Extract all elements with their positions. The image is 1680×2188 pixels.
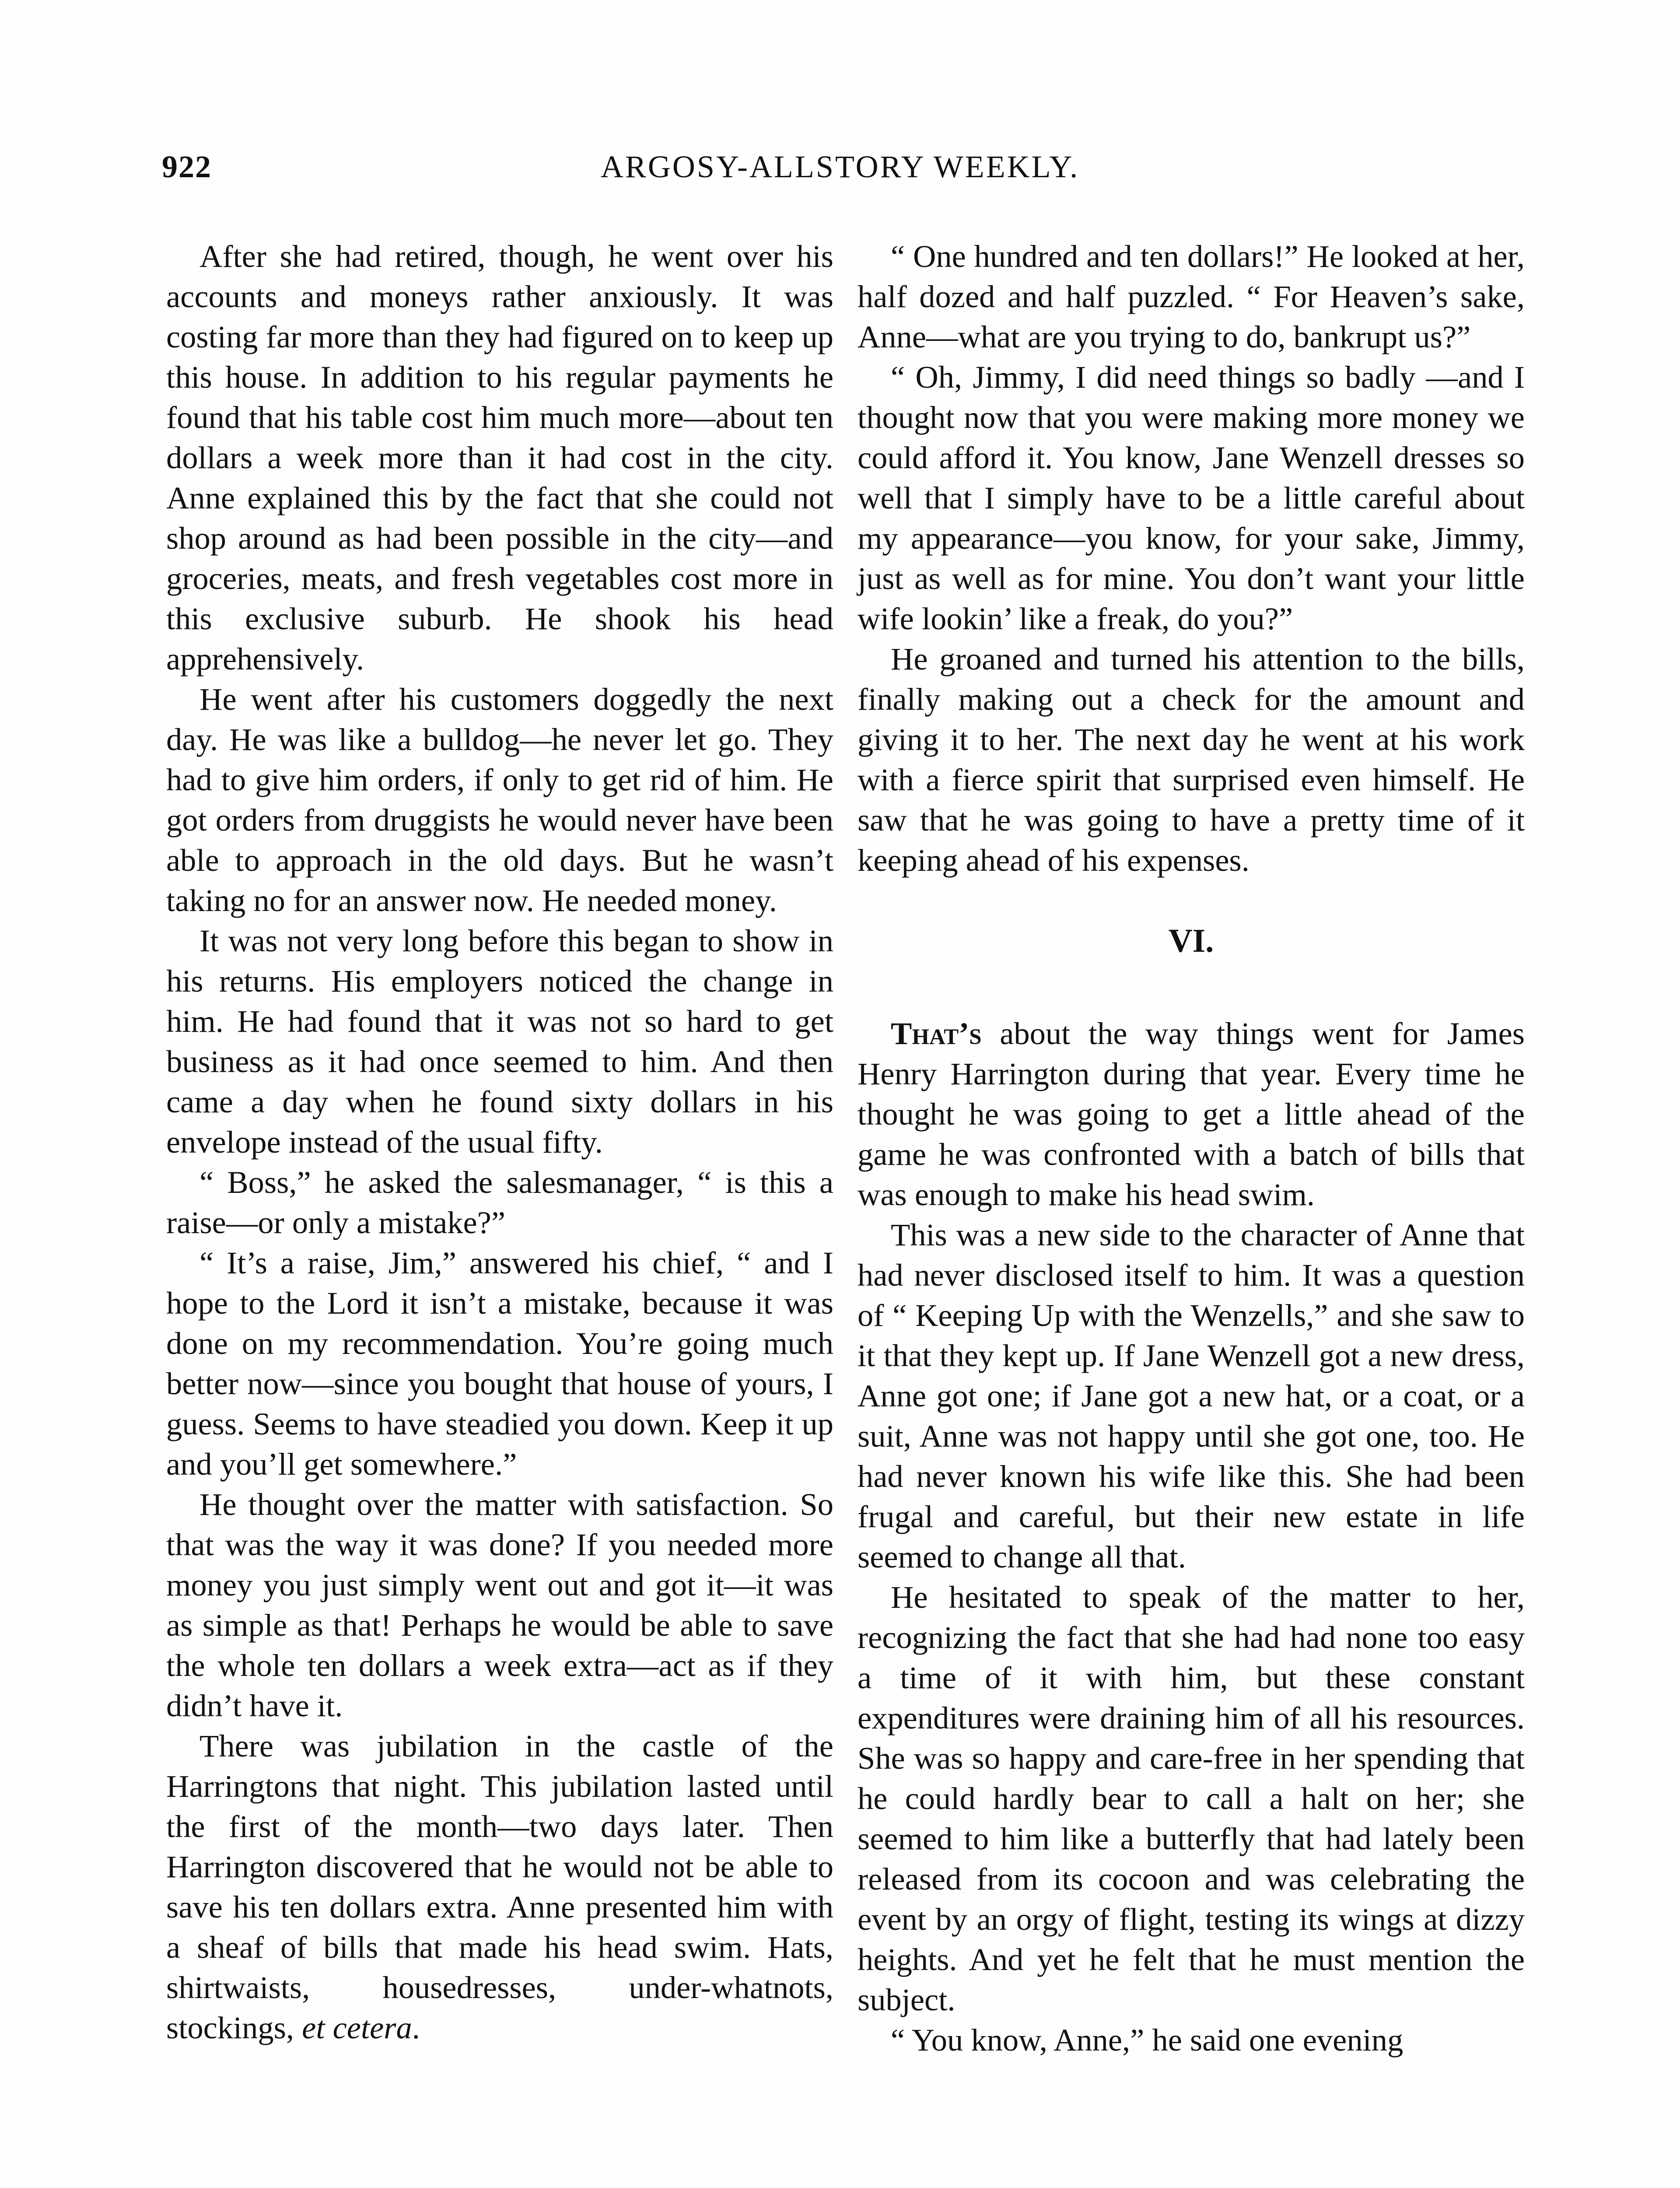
paragraph: He hesitated to speak of the matter to her, recognizing the fact that she had had none too easy a time of it with him, but these constant expenditures were draining him of all his resources. She was so happy and care-free in her spending that he could hardly bear to call a halt on her; she seemed to him like a butterfly that had lately been released from its cocoon and was celebrating the event by an orgy of flight, testing its wings at dizzy heights. And yet he felt that he must mention the subject. xyxy=(858,1579,1525,2017)
page-header xyxy=(162,149,1518,197)
page-number: 922 xyxy=(162,149,212,184)
left-column xyxy=(166,236,833,2048)
paragraph: It was not very long before this began to show in his returns. His employers noticed the change in him. He had found that it was not so hard to get business as it had once seemed to him. And then came a day when he found sixty dollars in his envelope instead of the usual fifty. xyxy=(166,923,833,1160)
paragraph-text: about the way things went for James Henry Harrington during that year. Every time he thought he was going to get a little ahead of the game he was confronted with a batch of bills that was enough to make his head swim. xyxy=(858,1016,1525,1212)
paragraph: He groaned and turned his attention to the bills, finally making out a check for the amount and giving it to her. The next day he went at his work with a fierce spirit that surprised even himself. He saw that he was going to have a pretty time of it keeping ahead of his expenses. xyxy=(858,641,1525,878)
right-column xyxy=(858,236,1525,2060)
paragraph-text: There was jubilation in the castle of the Harringtons that night. This jubilation lasted until the first of the month—two days later. Then Harrington discovered that he would not be able to save his ten dollars extra. Anne presented him with a sheaf of bills that made his head swim. Hats, shirtwaists, housedresses, under-whatnots, stockings, xyxy=(166,1728,833,2045)
paragraph: After she had retired, though, he went over his accounts and moneys rather anxiously. It was costing far more than they had figured on to keep up this house. In addition to his regular payments he found that his table cost him much more—about ten dollars a week more than it had cost in the city. Anne explained this by the fact that she could not shop around as had been possible in the city—and groceries, meats, and fresh vegetables cost more in this exclusive suburb. He shook his head apprehensively. xyxy=(166,238,833,677)
paragraph-end: . xyxy=(412,2010,420,2045)
paragraph: “ It’s a raise, Jim,” answered his chief, “ and I hope to the Lord it isn’t a mistake, because it was done on my recommendation. You’re going much better now—since you bought that house of yours, I guess. Seems to have steadied you down. Keep it up and you’ll get somewhere.” xyxy=(166,1245,833,1482)
paragraph-last xyxy=(166,1726,833,2048)
paragraph: “ You know, Anne,” he said one evening xyxy=(891,2022,1404,2058)
section-first-paragraph xyxy=(858,1013,1525,1215)
section-lead-word: That’s xyxy=(891,1016,982,1051)
paragraph: “ One hundred and ten dollars!” He looked at her, half dozed and half puzzled. “ For Heaven’s sake, Anne—what are you trying to do, bankrupt us?” xyxy=(858,238,1525,354)
section-heading: VI. xyxy=(1168,922,1214,959)
paragraph: “ Oh, Jimmy, I did need things so badly —and I thought now that you were making more money we could afford it. You know, Jane Wenzell dresses so well that I simply have to be a little careful about my appearance—you know, for your sake, Jimmy, just as well as for mine. You don’t want your little wife lookin’ like a freak, do you?” xyxy=(858,359,1525,636)
paragraph: “ Boss,” he asked the salesmanager, “ is this a raise—or only a mistake?” xyxy=(166,1164,833,1240)
paragraph: This was a new side to the character of Anne that had never disclosed itself to him. It was a question of “ Keeping Up with the Wenzells,” and she saw to it that they kept up. If Jane Wenzell got a new dress, Anne got one; if Jane got a new hat, or a coat, or a suit, Anne was not happy until she got one, too. He had never known his wife like this. She had been frugal and careful, but their new estate in life seemed to change all that. xyxy=(858,1217,1525,1574)
running-title: ARGOSY-ALLSTORY WEEKLY. xyxy=(600,149,1080,184)
paragraph: He went after his customers doggedly the next day. He was like a bulldog—he never let go. They had to give him orders, if only to get rid of him. He got orders from druggists he would never have been able to approach in the old days. But he wasn’t taking no for an answer now. He needed money. xyxy=(166,681,833,918)
paragraph: He thought over the matter with satisfaction. So that was the way it was done? If you needed more money you just simply went out and got it—it was as simple as that! Perhaps he would be able to save the whole ten dollars a week extra—act as if they didn’t have it. xyxy=(166,1487,833,1723)
italic-phrase: et cetera xyxy=(302,2010,412,2045)
